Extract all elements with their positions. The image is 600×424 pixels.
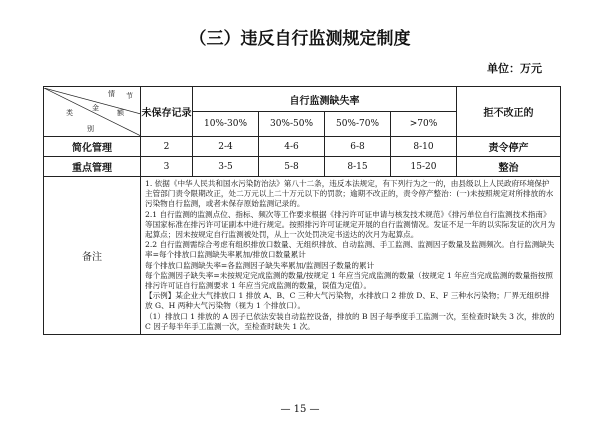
no-record-value: 2 [141, 137, 193, 157]
remark-label: 备注 [44, 177, 141, 335]
category-key: 重点管理 [44, 157, 141, 177]
remark-line: 1. 依据《中华人民共和国水污染防治法》第八十二条，违反本法规定，有下列行为之一的，由县级以上人民政府环境保护主管部门责令限期改正，处二万元以上二十万元以下的罚款；逾期不改正的，责令停产整治：(一)未按照规定对所排放的水污染物自行监测，或者未保存原始监测记录的。 [145, 179, 554, 209]
remark-line: 每个排放口监测缺失率=各监测因子缺失率累加/监测因子数量的累计 [145, 260, 375, 270]
penalty-table [43, 86, 561, 335]
missing-rate-header: 自行监测缺失率 [193, 87, 457, 112]
refuse-header: 拒不改正的 [457, 87, 561, 137]
diag-label-qing: 情 [108, 89, 115, 98]
rate-value: 2-4 [193, 137, 259, 157]
table-row [44, 157, 561, 177]
category-simplified: 简化管理 [44, 137, 141, 157]
diag-label-bie: 别 [87, 124, 94, 133]
rate-value: 8-10 [391, 137, 457, 157]
diag-label-jie: 节 [126, 91, 133, 100]
remark-line: 2.2 自行监测需综合考虑有组织排放口数量、无组织排放、自动监测、手工监测、监测因子数量及监测频次。自行监测缺失率=每个排放口监测缺失率累加/排放口数量累计 [145, 240, 555, 260]
refuse-penalty-line2: 整治 [457, 157, 561, 177]
range-header-1: 10%-30% [193, 112, 259, 137]
unit-label: 单位：万元 [487, 62, 542, 75]
rate-value: 15-20 [391, 157, 457, 177]
remark-line: 【示例】某企业大气排放口 1 排放 A、B、C 三种大气污染物，水排放口 2 排放 D、E、F 三种水污染物；厂界无组织排放 G、H 两种大气污染物（视为 1 个排放口）。 [145, 291, 550, 311]
no-record-value: 3 [141, 157, 193, 177]
range-header-4: >70% [391, 112, 457, 137]
rate-value: 3-5 [193, 157, 259, 177]
remark-text [141, 177, 561, 335]
table-row [44, 137, 561, 157]
remark-line: 2.1 自行监测的监测点位、指标、频次等工作要求根据《排污许可证申请与核发技术规范》《排污单位自行监测技术指南》等国家标准在排污许可证副本中进行规定。按照排污许可证规定开展的自行监测情况。发证不足一年的以实际发证的次月为起算点；因未按规定自行监测被处罚，从上一次处罚决定书送达的次月为起算点。 [145, 209, 556, 240]
no-record-header: 未保存记录 [141, 87, 193, 137]
page-title: （三）违反自行监测规定制度 [189, 29, 411, 49]
rate-value: 8-15 [325, 157, 391, 177]
remark-line: 每个监测因子缺失率=未按规定完成监测的数量/按规定 1 年应当完成监测的数量（按规定 1 年应当完成监测的数量指按照排污许可证自行监测要求 1 年应当完成监测的数量，误值为定值）。 [145, 270, 553, 291]
diag-label-e: 额 [117, 108, 124, 117]
rate-value: 6-8 [325, 137, 391, 157]
range-header-3: 50%-70% [325, 112, 391, 137]
refuse-penalty-line1: 责令停产 [457, 137, 561, 157]
rate-value: 5-8 [259, 157, 325, 177]
diag-label-lei: 类 [66, 108, 73, 117]
diag-label-jin: 金 [92, 103, 99, 112]
diagonal-header-cell [44, 87, 141, 137]
rate-value: 4-6 [259, 137, 325, 157]
remark-line: （1）排放口 1 排放的 A 因子已依法安装自动监控设备，排放的 B 因子每季度手工监测一次，至检查时缺失 3 次，排放的 C 因子每半年手工监测一次，至检查时缺失 1 次。 [145, 311, 555, 331]
range-header-2: 30%-50% [259, 112, 325, 137]
page-number: — 15 — [280, 404, 320, 415]
